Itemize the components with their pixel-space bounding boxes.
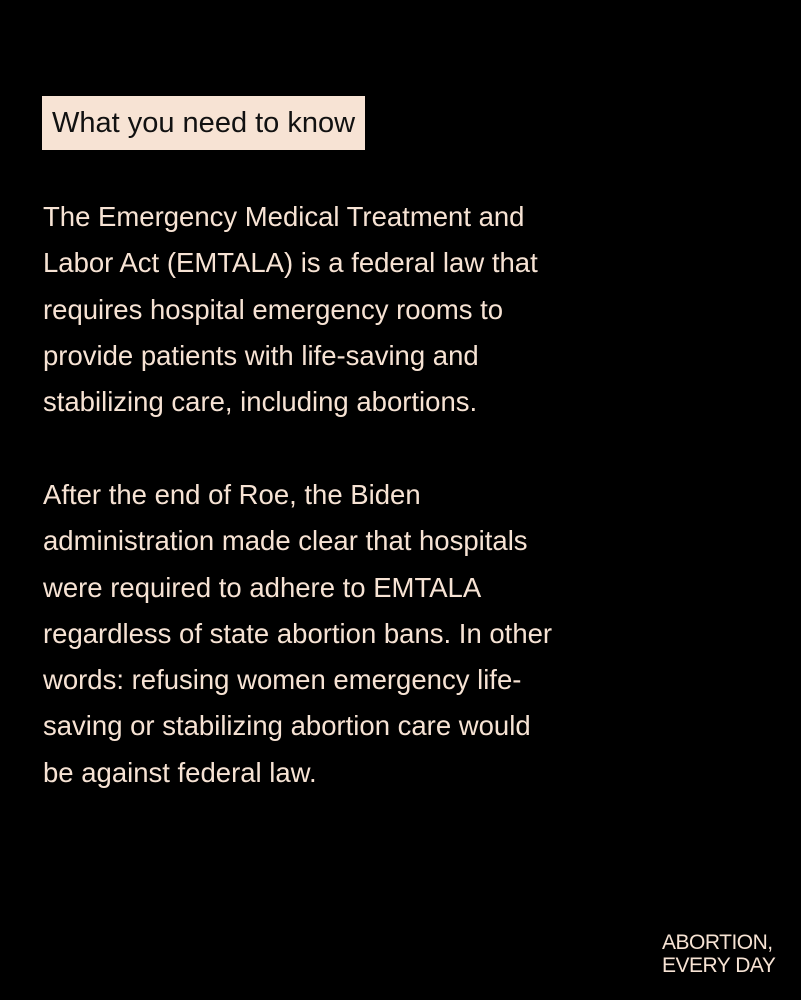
text-line: saving or stabilizing abortion care would bbox=[43, 710, 531, 742]
text-line: regardless of state abortion bans. In other bbox=[43, 617, 553, 649]
text-line: After the end of Roe, the Biden bbox=[43, 479, 421, 510]
text-line: Labor Act (EMTALA) is a federal law that bbox=[43, 247, 538, 279]
paragraph-post-roe bbox=[43, 472, 763, 796]
logo-line-2: EVERY DAY bbox=[662, 954, 776, 977]
brand-logo bbox=[662, 931, 775, 977]
text-line: administration made clear that hospitals bbox=[43, 525, 528, 557]
text-line: be against federal law. bbox=[43, 756, 317, 788]
logo-line-1: ABORTION, bbox=[662, 931, 773, 954]
text-line: were required to adhere to EMTALA bbox=[43, 571, 482, 603]
text-line: The Emergency Medical Treatment and bbox=[43, 201, 525, 232]
text-line: stabilizing care, including abortions. bbox=[43, 386, 478, 418]
text-line: words: refusing women emergency life- bbox=[43, 664, 522, 696]
text-line: provide patients with life-saving and bbox=[43, 339, 479, 371]
text-line: requires hospital emergency rooms to bbox=[43, 293, 504, 325]
paragraph-emtala-definition bbox=[43, 194, 763, 425]
section-heading: What you need to know bbox=[42, 96, 365, 150]
